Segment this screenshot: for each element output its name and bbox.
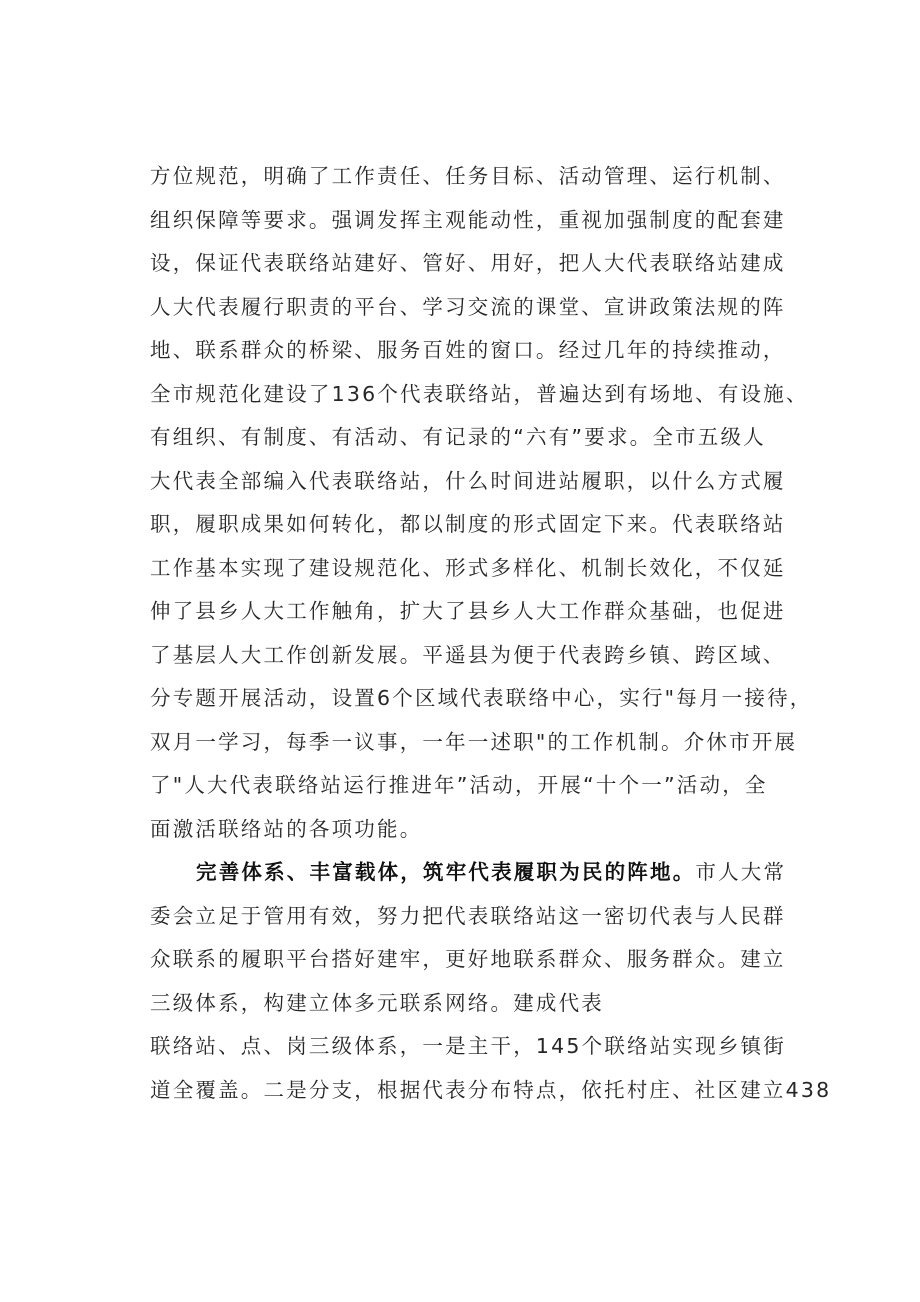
body-text — [150, 155, 830, 1112]
text-line: 人大代表履行职责的平台、学习交流的课堂、宣讲政策法规的阵 — [150, 294, 786, 319]
text-line: 联络站、点、岗三级体系，一是主干，145个联络站实现乡镇街 — [150, 1034, 786, 1058]
text-line: 工作基本实现了建设规范化、形式多样化、机制长效化，不仅延 — [150, 555, 786, 580]
paragraph-2 — [150, 851, 830, 1112]
text-line: 伸了县乡人大工作触角，扩大了县乡人大工作群众基础，也促进 — [150, 599, 786, 623]
text-line: 全市规范化建设了136个代表联络站，普遍达到有场地、有设施、 — [150, 381, 809, 406]
text-line: 了基层人大工作创新发展。平遥县为便于代表跨乡镇、跨区域、 — [150, 642, 786, 667]
text-line: 职，履职成果如何转化，都以制度的形式固定下来。代表联络站 — [150, 512, 786, 536]
text-line: 设，保证代表联络站建好、管好、用好，把人大代表联络站建成 — [150, 251, 786, 275]
text-line: 道全覆盖。二是分支，根据代表分布特点，依托村庄、社区建立438 — [150, 1077, 832, 1102]
text-line: 三级体系，构建立体多元联系网络。建成代表 — [150, 990, 604, 1015]
text-line: 方位规范，明确了工作责任、任务目标、活动管理、运行机制、 — [150, 164, 786, 188]
paragraph-2-first-line — [150, 851, 830, 895]
text-line: 大代表全部编入代表联络站，什么时间进站履职，以什么方式履 — [150, 468, 786, 493]
text-line: 委会立足于管用有效，努力把代表联络站这一密切代表与人民群 — [150, 903, 786, 928]
paragraph-1 — [150, 155, 830, 851]
text-span: 市人大常 — [695, 860, 787, 884]
text-line: 了"人大代表联络站运行推进年”活动，开展“十个一”活动，全 — [150, 773, 768, 797]
text-line: 双月一学习，每季一议事，一年一述职"的工作机制。介休市开展 — [150, 729, 798, 754]
text-line: 面激活联络站的各项功能。 — [150, 816, 423, 841]
text-line: 分专题开展活动，设置6个区域代表联络中心，实行"每月一接待， — [150, 686, 813, 710]
text-line: 组织保障等要求。强调发挥主观能动性，重视加强制度的配套建 — [150, 207, 786, 232]
bold-lead-sentence: 完善体系、丰富载体，筑牢代表履职为民的阵地。 — [196, 860, 696, 884]
text-line: 有组织、有制度、有活动、有记录的“六有”要求。全市五级人 — [150, 425, 766, 449]
text-line: 地、联系群众的桥梁、服务百姓的窗口。经过几年的持续推动， — [150, 338, 786, 362]
text-line: 众联系的履职平台搭好建牢，更好地联系群众、服务群众。建立 — [150, 947, 786, 971]
